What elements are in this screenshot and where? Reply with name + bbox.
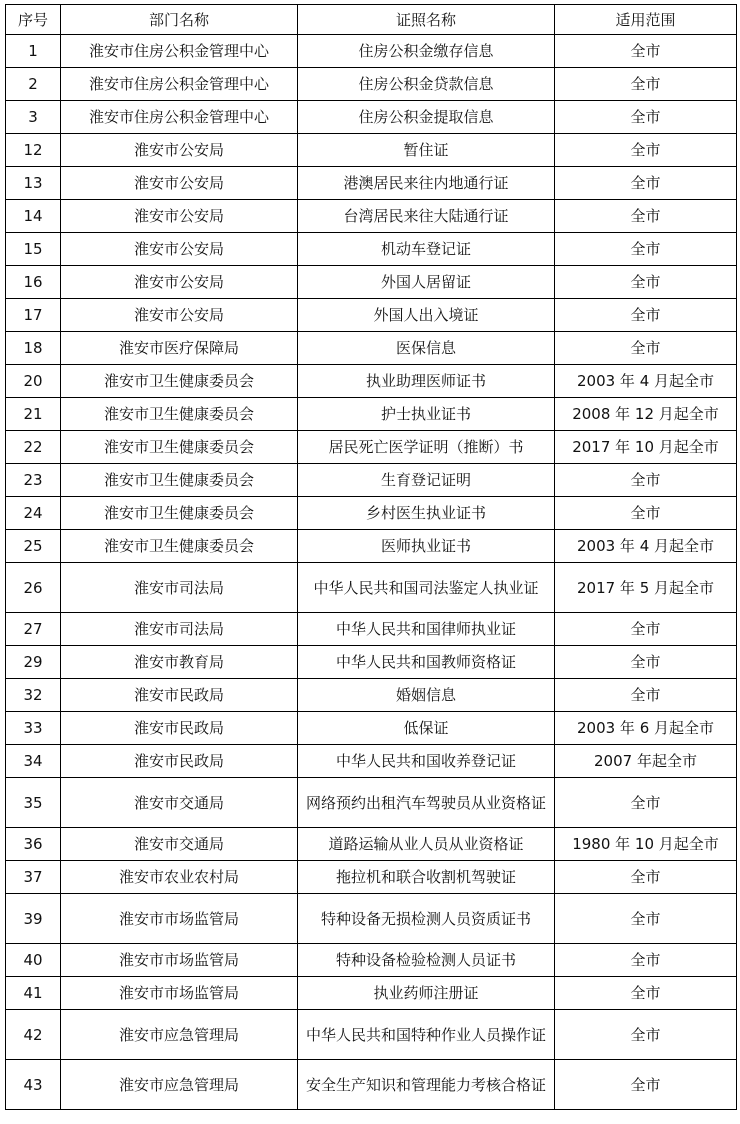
cell-scope: 全市 xyxy=(555,464,737,497)
table-row xyxy=(6,431,737,464)
cell-cert: 中华人民共和国特种作业人员操作证 xyxy=(298,1010,555,1060)
table-row xyxy=(6,398,737,431)
cell-scope: 全市 xyxy=(555,613,737,646)
cell-no: 16 xyxy=(6,266,61,299)
cell-dept: 淮安市公安局 xyxy=(61,167,298,200)
table-row xyxy=(6,530,737,563)
cell-scope: 全市 xyxy=(555,200,737,233)
cell-no: 22 xyxy=(6,431,61,464)
cell-dept: 淮安市卫生健康委员会 xyxy=(61,464,298,497)
cell-cert: 外国人居留证 xyxy=(298,266,555,299)
cell-no: 3 xyxy=(6,101,61,134)
cell-dept: 淮安市卫生健康委员会 xyxy=(61,530,298,563)
cell-no: 21 xyxy=(6,398,61,431)
cell-cert: 低保证 xyxy=(298,712,555,745)
cell-no: 37 xyxy=(6,861,61,894)
cell-scope: 全市 xyxy=(555,1010,737,1060)
table-row xyxy=(6,134,737,167)
cell-no: 27 xyxy=(6,613,61,646)
cell-cert: 特种设备无损检测人员资质证书 xyxy=(298,894,555,944)
cell-no: 42 xyxy=(6,1010,61,1060)
cell-no: 35 xyxy=(6,778,61,828)
cell-dept: 淮安市民政局 xyxy=(61,712,298,745)
cell-dept: 淮安市卫生健康委员会 xyxy=(61,431,298,464)
header-row xyxy=(6,5,737,35)
cell-cert: 中华人民共和国司法鉴定人执业证 xyxy=(298,563,555,613)
table-row xyxy=(6,35,737,68)
cell-cert: 医保信息 xyxy=(298,332,555,365)
cell-cert: 机动车登记证 xyxy=(298,233,555,266)
cell-dept: 淮安市交通局 xyxy=(61,778,298,828)
cell-dept: 淮安市教育局 xyxy=(61,646,298,679)
cell-cert: 台湾居民来往大陆通行证 xyxy=(298,200,555,233)
table-row xyxy=(6,712,737,745)
cell-scope: 2008 年 12 月起全市 xyxy=(555,398,737,431)
cell-dept: 淮安市卫生健康委员会 xyxy=(61,398,298,431)
cell-no: 1 xyxy=(6,35,61,68)
cell-no: 26 xyxy=(6,563,61,613)
cell-scope: 2017 年 10 月起全市 xyxy=(555,431,737,464)
cell-dept: 淮安市市场监管局 xyxy=(61,894,298,944)
cell-scope: 全市 xyxy=(555,101,737,134)
cell-no: 20 xyxy=(6,365,61,398)
cell-cert: 医师执业证书 xyxy=(298,530,555,563)
cell-no: 23 xyxy=(6,464,61,497)
cell-no: 34 xyxy=(6,745,61,778)
cell-no: 13 xyxy=(6,167,61,200)
cell-cert: 住房公积金提取信息 xyxy=(298,101,555,134)
cell-cert: 居民死亡医学证明（推断）书 xyxy=(298,431,555,464)
cell-scope: 2003 年 4 月起全市 xyxy=(555,530,737,563)
cell-scope: 2017 年 5 月起全市 xyxy=(555,563,737,613)
cell-dept: 淮安市交通局 xyxy=(61,828,298,861)
cell-dept: 淮安市住房公积金管理中心 xyxy=(61,35,298,68)
certificate-table xyxy=(5,4,737,1110)
cell-cert: 港澳居民来往内地通行证 xyxy=(298,167,555,200)
cell-no: 24 xyxy=(6,497,61,530)
cell-no: 39 xyxy=(6,894,61,944)
cell-scope: 全市 xyxy=(555,1060,737,1110)
cell-cert: 乡村医生执业证书 xyxy=(298,497,555,530)
cell-scope: 全市 xyxy=(555,944,737,977)
cell-no: 43 xyxy=(6,1060,61,1110)
cell-cert: 婚姻信息 xyxy=(298,679,555,712)
table-row xyxy=(6,977,737,1010)
cell-no: 29 xyxy=(6,646,61,679)
cell-scope: 2003 年 4 月起全市 xyxy=(555,365,737,398)
table-row xyxy=(6,563,737,613)
cell-no: 17 xyxy=(6,299,61,332)
cell-no: 32 xyxy=(6,679,61,712)
cell-dept: 淮安市医疗保障局 xyxy=(61,332,298,365)
cell-no: 33 xyxy=(6,712,61,745)
cell-no: 12 xyxy=(6,134,61,167)
cell-no: 15 xyxy=(6,233,61,266)
col-header-no: 序号 xyxy=(6,5,61,35)
table-row xyxy=(6,464,737,497)
cell-dept: 淮安市公安局 xyxy=(61,299,298,332)
table-row xyxy=(6,613,737,646)
cell-scope: 全市 xyxy=(555,134,737,167)
cell-cert: 特种设备检验检测人员证书 xyxy=(298,944,555,977)
cell-dept: 淮安市民政局 xyxy=(61,679,298,712)
cell-scope: 全市 xyxy=(555,167,737,200)
table-row xyxy=(6,266,737,299)
cell-dept: 淮安市司法局 xyxy=(61,613,298,646)
cell-no: 2 xyxy=(6,68,61,101)
cell-dept: 淮安市市场监管局 xyxy=(61,944,298,977)
cell-cert: 中华人民共和国收养登记证 xyxy=(298,745,555,778)
cell-scope: 全市 xyxy=(555,497,737,530)
table-row xyxy=(6,68,737,101)
cell-cert: 护士执业证书 xyxy=(298,398,555,431)
cell-no: 14 xyxy=(6,200,61,233)
cell-scope: 全市 xyxy=(555,894,737,944)
table-row xyxy=(6,894,737,944)
cell-scope: 全市 xyxy=(555,68,737,101)
cell-no: 40 xyxy=(6,944,61,977)
cell-scope: 全市 xyxy=(555,646,737,679)
cell-scope: 全市 xyxy=(555,35,737,68)
cell-cert: 暂住证 xyxy=(298,134,555,167)
col-header-dept: 部门名称 xyxy=(61,5,298,35)
table-row xyxy=(6,1060,737,1110)
cell-scope: 全市 xyxy=(555,861,737,894)
cell-scope: 2007 年起全市 xyxy=(555,745,737,778)
cell-no: 36 xyxy=(6,828,61,861)
cell-dept: 淮安市卫生健康委员会 xyxy=(61,497,298,530)
cell-dept: 淮安市司法局 xyxy=(61,563,298,613)
table-row xyxy=(6,778,737,828)
table-row xyxy=(6,233,737,266)
table-row xyxy=(6,646,737,679)
table-row xyxy=(6,679,737,712)
table-body xyxy=(6,35,737,1110)
table-row xyxy=(6,828,737,861)
table-row xyxy=(6,167,737,200)
cell-cert: 外国人出入境证 xyxy=(298,299,555,332)
cell-cert: 执业助理医师证书 xyxy=(298,365,555,398)
cell-cert: 中华人民共和国律师执业证 xyxy=(298,613,555,646)
cell-dept: 淮安市农业农村局 xyxy=(61,861,298,894)
cell-dept: 淮安市应急管理局 xyxy=(61,1010,298,1060)
cell-cert: 住房公积金缴存信息 xyxy=(298,35,555,68)
table-row xyxy=(6,497,737,530)
cell-scope: 全市 xyxy=(555,778,737,828)
cell-scope: 全市 xyxy=(555,977,737,1010)
table-row xyxy=(6,101,737,134)
cell-dept: 淮安市公安局 xyxy=(61,266,298,299)
cell-cert: 道路运输从业人员从业资格证 xyxy=(298,828,555,861)
table-row xyxy=(6,1010,737,1060)
cell-scope: 全市 xyxy=(555,233,737,266)
cell-cert: 中华人民共和国教师资格证 xyxy=(298,646,555,679)
cell-dept: 淮安市公安局 xyxy=(61,200,298,233)
cell-no: 41 xyxy=(6,977,61,1010)
cell-dept: 淮安市住房公积金管理中心 xyxy=(61,68,298,101)
cell-dept: 淮安市应急管理局 xyxy=(61,1060,298,1110)
table-row xyxy=(6,745,737,778)
cell-cert: 安全生产知识和管理能力考核合格证 xyxy=(298,1060,555,1110)
cell-dept: 淮安市市场监管局 xyxy=(61,977,298,1010)
cell-scope: 全市 xyxy=(555,299,737,332)
cell-cert: 执业药师注册证 xyxy=(298,977,555,1010)
col-header-cert: 证照名称 xyxy=(298,5,555,35)
cell-scope: 2003 年 6 月起全市 xyxy=(555,712,737,745)
table-row xyxy=(6,944,737,977)
cell-dept: 淮安市公安局 xyxy=(61,233,298,266)
cell-dept: 淮安市公安局 xyxy=(61,134,298,167)
cell-no: 18 xyxy=(6,332,61,365)
table-row xyxy=(6,365,737,398)
cell-no: 25 xyxy=(6,530,61,563)
table-row xyxy=(6,299,737,332)
table-row xyxy=(6,332,737,365)
cell-cert: 生育登记证明 xyxy=(298,464,555,497)
cell-scope: 全市 xyxy=(555,679,737,712)
cell-scope: 1980 年 10 月起全市 xyxy=(555,828,737,861)
cell-dept: 淮安市住房公积金管理中心 xyxy=(61,101,298,134)
cell-cert: 拖拉机和联合收割机驾驶证 xyxy=(298,861,555,894)
cell-dept: 淮安市卫生健康委员会 xyxy=(61,365,298,398)
col-header-scope: 适用范围 xyxy=(555,5,737,35)
cell-scope: 全市 xyxy=(555,266,737,299)
cell-cert: 网络预约出租汽车驾驶员从业资格证 xyxy=(298,778,555,828)
cell-scope: 全市 xyxy=(555,332,737,365)
table-row xyxy=(6,200,737,233)
cell-dept: 淮安市民政局 xyxy=(61,745,298,778)
table-row xyxy=(6,861,737,894)
cell-cert: 住房公积金贷款信息 xyxy=(298,68,555,101)
